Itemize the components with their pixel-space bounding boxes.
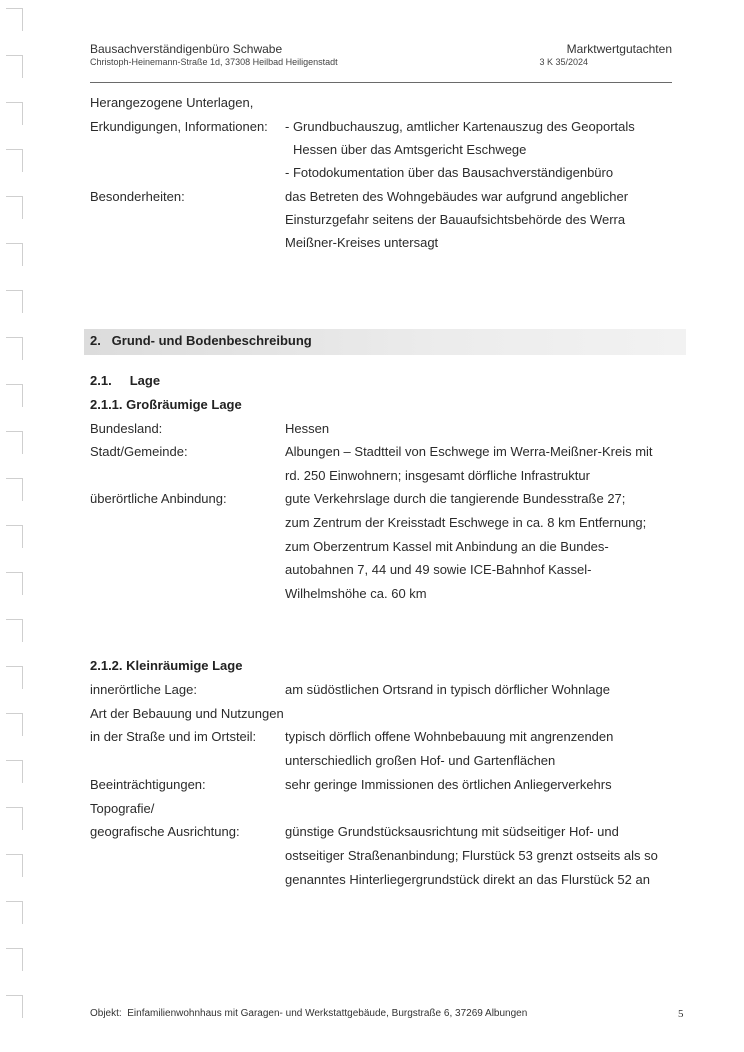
label: geografische Ausrichtung:: [90, 824, 240, 839]
value: ostseitiger Straßenanbindung; Flurstück 53 grenzt ostseits als so: [285, 848, 658, 863]
value: Albungen – Stadtteil von Eschwege im Werra-Meißner-Kreis mit: [285, 444, 653, 459]
value: gute Verkehrslage durch die tangierende Bundesstraße 27;: [285, 491, 626, 506]
label: innerörtliche Lage:: [90, 682, 197, 697]
label: Art der Bebauung und Nutzungen: [90, 706, 284, 721]
heading-2-1-2: 2.1.2. Kleinräumige Lage: [90, 658, 243, 673]
header-org: Bausachverständigenbüro Schwabe: [90, 42, 283, 56]
label: Stadt/Gemeinde:: [90, 444, 188, 459]
value: zum Zentrum der Kreisstadt Eschwege in ca. 8 km Entfernung;: [285, 515, 647, 530]
label: Topografie/: [90, 801, 155, 816]
value: - Fotodokumentation über das Bausachverständigenbüro: [285, 165, 614, 180]
section-heading-2: [84, 329, 686, 355]
header-address: Christoph-Heinemann-Straße 1d, 37308 Heilbad Heiligenstadt: [90, 57, 338, 67]
value: autobahnen 7, 44 und 49 sowie ICE-Bahnhof Kassel-: [285, 562, 592, 577]
label: in der Straße und im Ortsteil:: [90, 729, 257, 744]
value: Wilhelmshöhe ca. 60 km: [285, 586, 427, 601]
value: typisch dörflich offene Wohnbebauung mit angrenzenden: [285, 729, 614, 744]
label: Herangezogene Unterlagen,: [90, 95, 254, 110]
value: unterschiedlich großen Hof- und Gartenflächen: [285, 753, 556, 768]
label: Besonderheiten:: [90, 189, 185, 204]
header-doc-type: Marktwertgutachten: [566, 42, 672, 56]
header-reference: 3 K 35/2024: [539, 57, 588, 67]
value: genanntes Hinterliegergrundstück direkt an das Flurstück 52 an: [285, 872, 650, 887]
page-footer: Objekt: Einfamilienwohnhaus mit Garagen- und Werkstattgebäude, Burgstraße 6, 37269 Albungen: [90, 1008, 528, 1019]
value: Einsturzgefahr seitens der Bauaufsichtsbehörde des Werra: [285, 212, 626, 227]
value: zum Oberzentrum Kassel mit Anbindung an die Bundes-: [285, 539, 609, 554]
section-title: 2. Grund- und Bodenbeschreibung: [90, 333, 312, 348]
value: sehr geringe Immissionen des örtlichen Anliegerverkehrs: [285, 777, 612, 792]
value: rd. 250 Einwohnern; insgesamt dörfliche Infrastruktur: [285, 468, 590, 483]
page-header: [90, 42, 672, 83]
value: Hessen über das Amtsgericht Eschwege: [293, 142, 527, 157]
label: überörtliche Anbindung:: [90, 491, 227, 506]
label: Bundesland:: [90, 421, 163, 436]
value: Meißner-Kreises untersagt: [285, 235, 439, 250]
value: am südöstlichen Ortsrand in typisch dörflicher Wohnlage: [285, 682, 610, 697]
value: das Betreten des Wohngebäudes war aufgrund angeblicher: [285, 189, 629, 204]
value: günstige Grundstücksausrichtung mit südseitiger Hof- und: [285, 824, 619, 839]
binding-margin: [0, 0, 28, 1052]
heading-2-1: 2.1. Lage: [90, 373, 161, 388]
heading-2-1-1: 2.1.1. Großräumige Lage: [90, 397, 242, 412]
page-number: 5: [678, 1008, 684, 1020]
label: Beeinträchtigungen:: [90, 777, 206, 792]
value: Hessen: [285, 421, 330, 436]
label: Erkundigungen, Informationen:: [90, 119, 268, 134]
value: - Grundbuchauszug, amtlicher Kartenauszug des Geoportals: [285, 119, 635, 134]
